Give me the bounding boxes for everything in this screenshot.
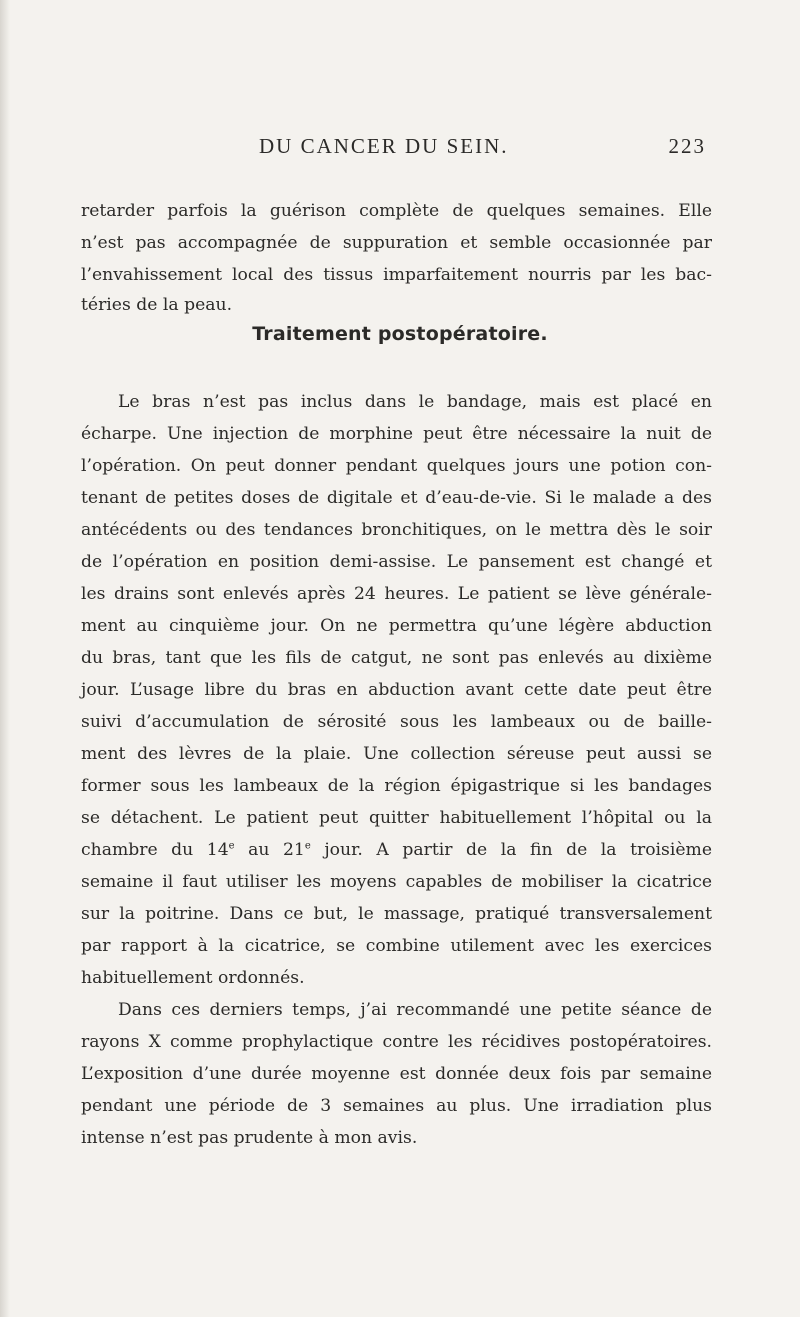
section-heading: Traitement postopératoire. bbox=[252, 322, 548, 345]
text-line: semaine il faut utiliser les moyens capables de mobiliser la cicatrice bbox=[81, 872, 712, 892]
text-line: l’envahissement local des tissus imparfaitement nourris par les bac- bbox=[81, 265, 712, 285]
text-line: téries de la peau. bbox=[81, 295, 233, 315]
text-line: former sous les lambeaux de la région épigastrique si les bandages bbox=[81, 776, 712, 796]
text-line: écharpe. Une injection de morphine peut être nécessaire la nuit de bbox=[81, 424, 712, 444]
running-head bbox=[0, 134, 800, 164]
text-line: de l’opération en position demi-assise. Le pansement est changé et bbox=[81, 552, 712, 572]
ordinal-suffix: e bbox=[304, 840, 311, 852]
text-line: n’est pas accompagnée de suppuration et semble occasionnée par bbox=[81, 233, 712, 253]
page-edge-shadow bbox=[0, 0, 10, 1317]
running-title: DU CANCER DU SEIN. bbox=[259, 134, 509, 158]
text-line: pendant une période de 3 semaines au plus. Une irradiation plus bbox=[81, 1096, 712, 1116]
text-line-with-ordinals bbox=[81, 836, 712, 864]
text-line: se détachent. Le patient peut quitter habituellement l’hôpital ou la bbox=[81, 808, 712, 828]
text-line: les drains sont enlevés après 24 heures. Le patient se lève générale- bbox=[81, 584, 712, 604]
text-segment: au 21 bbox=[234, 840, 305, 860]
text-line: rayons X comme prophylactique contre les récidives postopératoires. bbox=[81, 1032, 712, 1052]
text-line: intense n’est pas prudente à mon avis. bbox=[81, 1128, 418, 1148]
text-line: ment des lèvres de la plaie. Une collection séreuse peut aussi se bbox=[81, 744, 712, 764]
text-line: L’exposition d’une durée moyenne est donnée deux fois par semaine bbox=[81, 1064, 712, 1084]
ordinal-suffix: e bbox=[228, 840, 235, 852]
text-line: Dans ces derniers temps, j’ai recommandé une petite séance de bbox=[118, 1000, 712, 1020]
page-number: 223 bbox=[668, 134, 706, 158]
text-line: jour. L’usage libre du bras en abduction avant cette date peut être bbox=[81, 680, 712, 700]
text-line: tenant de petites doses de digitale et d’eau-de-vie. Si le malade a des bbox=[81, 488, 712, 508]
text-line: antécédents ou des tendances bronchitiques, on le mettra dès le soir bbox=[81, 520, 712, 540]
text-line: sur la poitrine. Dans ce but, le massage, pratiqué transversalement bbox=[81, 904, 712, 924]
text-line: par rapport à la cicatrice, se combine utilement avec les exercices bbox=[81, 936, 712, 956]
text-line: suivi d’accumulation de sérosité sous les lambeaux ou de baille- bbox=[81, 712, 712, 732]
text-line: retarder parfois la guérison complète de quelques semaines. Elle bbox=[81, 201, 712, 221]
text-line: Le bras n’est pas inclus dans le bandage, mais est placé en bbox=[118, 392, 712, 412]
text-segment: chambre du 14 bbox=[81, 840, 229, 860]
text-segment: jour. A partir de la fin de la troisième bbox=[310, 840, 713, 860]
text-line: du bras, tant que les fils de catgut, ne sont pas enlevés au dixième bbox=[81, 648, 712, 668]
text-line: habituellement ordonnés. bbox=[81, 968, 305, 988]
text-line: l’opération. On peut donner pendant quelques jours une potion con- bbox=[81, 456, 712, 476]
text-line: ment au cinquième jour. On ne permettra qu’une légère abduction bbox=[81, 616, 712, 636]
